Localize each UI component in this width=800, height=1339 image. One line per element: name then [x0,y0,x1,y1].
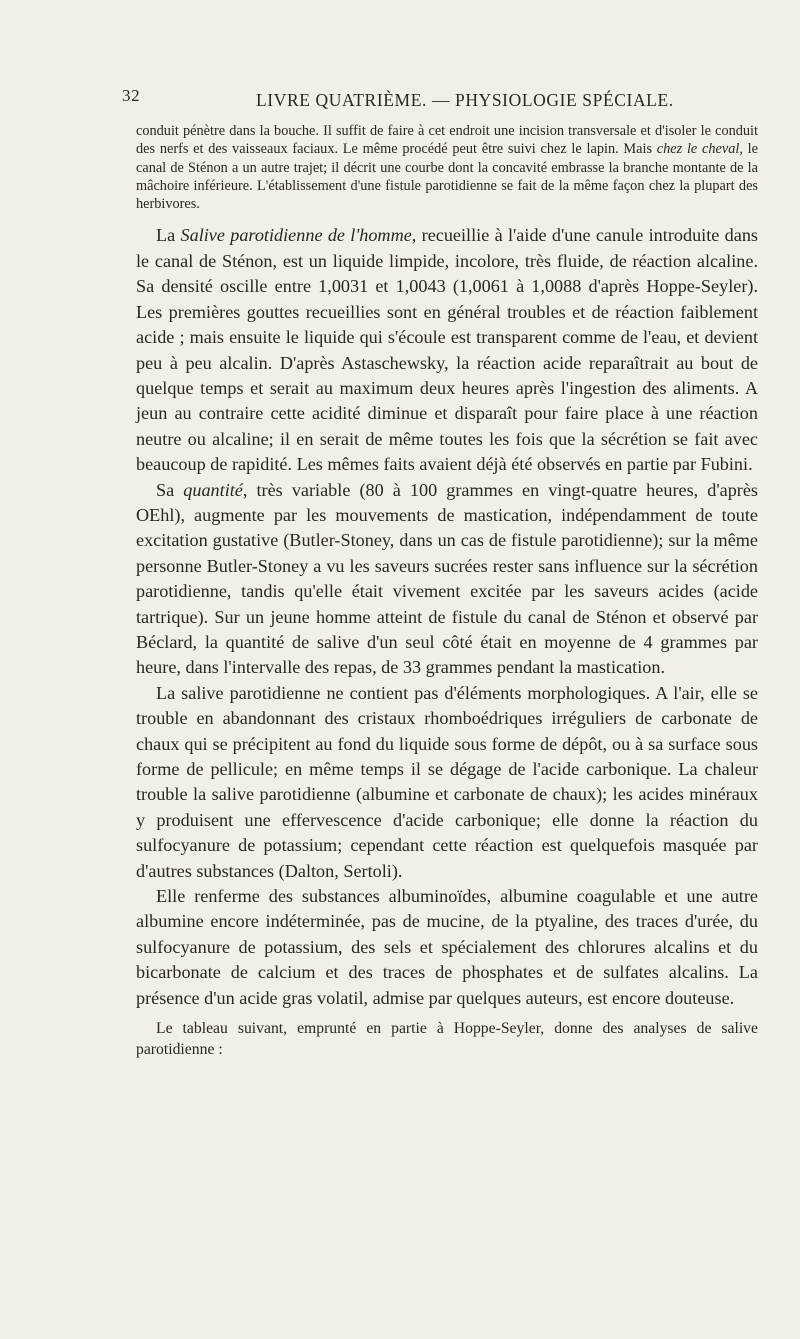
p1-lead: La [156,225,181,246]
paragraph-quantite [136,478,758,681]
page-number: 32 [122,86,141,105]
paragraph-salive-parotidienne [136,223,758,477]
running-header [122,86,758,114]
p2-text: , très variable (80 à 100 grammes en vingt-quatre heures, d'après OEhl), augmente par les mouvements de mastication, indépendamment de toute excitation gustative (Butler-Stoney, dans un cas de fistule parotidienne); sur la même personne Butler-Stoney a vu les saveurs sucrées rester sans influence sur la sécrétion parotidienne, tandis qu'elle était vivement excitée par les saveurs acides (acide tartrique). Sur un jeune homme atteint de fistule du canal de Sténon et observé par Béclard, la quantité de salive d'un seul côté était en moyenne de 4 grammes par heure, dans l'intervalle des repas, de 33 grammes pendant la mastication. [136,479,759,678]
paragraph-elements: La salive parotidienne ne contient pas d'éléments morphologiques. A l'air, elle se trouble en abandonnant des cristaux rhomboédriques irréguliers de carbonate de chaux qui se précipitent au fond du liquide sous forme de dépôt, ou à sa surface sous forme de pellicule; en même temps il se dégage de l'acide carbonique. La chaleur trouble la salive parotidienne (albumine et carbonate de chaux); les acides minéraux y produisent une effervescence d'acide carbonique; elle donne la réaction du sulfocyanure de potassium; cependant cette réaction est quelquefois masquée par d'autres substances (Dalton, Sertoli). [136,682,758,881]
intro-italic: chez le cheval [656,141,740,158]
paragraph-tableau: Le tableau suivant, emprunté en partie à Hoppe-Seyler, donne des analyses de salive parotidienne : [136,1020,758,1059]
intro-paragraph [136,122,758,213]
p1-text: , recueillie à l'aide d'une canule introduite dans le canal de Sténon, est un liquide limpide, incolore, très fluide, de réaction alcaline. Sa densité oscille entre 1,0031 et 1,0043 (1,0061 à 1,0088 d'après Hoppe-Seyler). Les premières gouttes recueillies sont en général troubles et de réaction faiblement acide ; mais ensuite le liquide qui s'écoule est transparent comme de l'eau, et devient peu à peu alcalin. D'après Astaschewsky, la réaction acide reparaîtrait au bout de quelque temps et serait au maximum deux heures après l'ingestion des aliments. A jeun au contraire cette acidité diminue et disparaît pour faire place à une réaction neutre ou alcaline; il en serait de même toutes les fois que la sécrétion se fait avec beaucoup de rapidité. Les mêmes faits avaient déjà été observés en partie par Fubini. [136,225,758,475]
p1-italic-term: Salive parotidienne de l'homme [180,225,412,246]
intro-text-a: conduit pénètre dans la bouche. Il suffit de faire à cet endroit une incision transversale et d'isoler le conduit des nerfs et des vaisseaux faciaux. Le même procédé peut être suivi chez le lapin. Mais [136,123,758,158]
paragraph-composition: Elle renferme des substances albuminoïdes, albumine coagulable et une autre albumine encore indéterminée, pas de mucine, de la ptyaline, des traces d'urée, du sulfocyanure de potassium, des sels et spécialement des chlorures alcalins et du bicarbonate de calcium et des traces de phosphates et de sulfates alcalins. La présence d'un acide gras volatil, admise par quelques auteurs, est encore douteuse. [136,886,758,1008]
p2-lead: Sa [156,479,184,500]
p2-italic-term: quantité [183,479,243,500]
intro-text-b: , le canal de Sténon a un autre trajet; il décrit une courbe dont la concavité embrasse la branche montante de la mâchoire inférieure. L'établissement d'une fistule parotidienne se fait de la même façon chez la plupart des herbivores. [136,141,758,213]
running-title: LIVRE QUATRIÈME. — PHYSIOLOGIE SPÉCIALE. [256,90,674,110]
